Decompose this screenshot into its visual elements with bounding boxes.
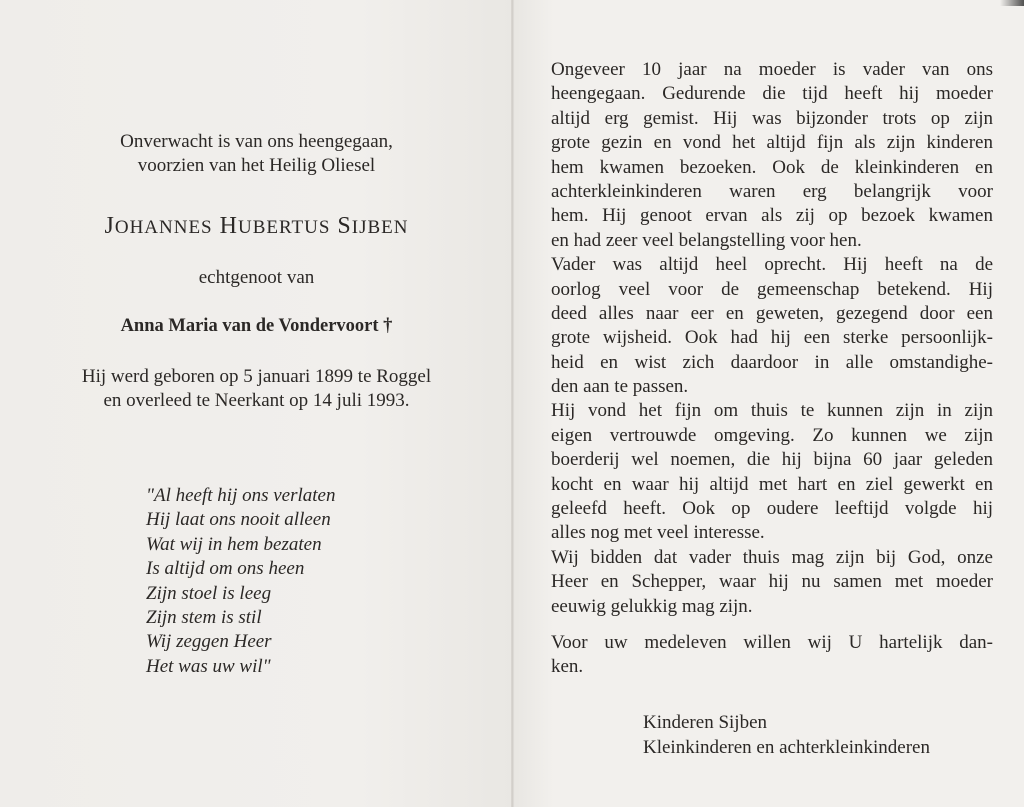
text-line: den aan te passen. [551,376,689,398]
paragraph-4 [551,546,993,619]
poem-line: Zijn stoel is leeg [146,582,272,604]
name-rest: IJBEN [351,217,409,238]
name-initial: H [219,213,238,239]
text-line: geleefd heeft. Ook op oudere leeftijd volgde hij [551,498,993,520]
text-line: achterkleinkinderen waren erg belangrijk voor [551,180,993,202]
signature-block [643,710,930,760]
text-line: alles nog met veel interesse. [551,522,765,544]
poem-line: Wij zeggen Heer [146,631,272,653]
intro-line: Onverwacht is van ons heengegaan, [120,131,393,152]
text-line: ken. [551,656,584,678]
poem-line: Wat wij in hem bezaten [146,533,322,555]
birth-death-text [0,365,513,413]
corner-shadow [1000,0,1024,6]
text-line: Heer en Schepper, waar hij nu samen met moeder [551,571,993,593]
spouse-label: echtgenoot van [198,267,315,288]
thanks-paragraph [551,631,993,680]
paragraph-3 [551,399,993,545]
intro-text [0,130,513,178]
death-line: en overleed te Neerkant op 14 juli 1993. [103,390,410,411]
text-line: Ongeveer 10 jaar na moeder is vader van ons [551,59,993,80]
signature-line: Kinderen Sijben [643,712,768,733]
text-line: heid en wist zich daardoor in alle omstandighe- [551,351,993,373]
text-line: hem. Hij genoot ervan als zij op bezoek kwamen [551,205,993,227]
memorial-poem [146,484,336,679]
poem-line: Zijn stem is stil [146,607,262,629]
name-initial: S [337,213,352,239]
text-line: heengegaan. Gedurende die tijd heeft hij moeder [551,83,993,105]
poem-line: "Al heeft hij ons verlaten [146,485,336,506]
name-initial: J [104,213,115,239]
text-line: deed alles naar eer en geweten, gezegend door een [551,302,993,324]
text-line: grote gezin en vond het altijd fijn als zijn kinderen [551,132,993,154]
paragraph-gap [551,619,993,631]
paragraph-2 [551,253,993,399]
text-line: eigen vertrouwde omgeving. Zo kunnen we zijn [551,424,993,446]
poem-line: Hij laat ons nooit alleen [146,509,331,531]
text-line: oorlog veel voor de gemeenschap betekend. Hij [551,278,993,300]
signature-line: Kleinkinderen en achterkleinkinderen [643,737,930,758]
name-rest: UBERTUS [237,217,331,238]
spouse-name: Anna Maria van de Vondervoort † [120,316,393,336]
intro-line: voorzien van het Heilig Oliesel [137,155,376,176]
text-line: en had zeer veel belangstelling voor hen. [551,229,862,251]
deceased-name [0,214,513,240]
birth-line: Hij werd geboren op 5 januari 1899 te Roggel [81,366,432,387]
paragraph-1 [551,58,993,253]
poem-line: Het was uw wil" [146,655,271,677]
text-line: eeuwig gelukkig mag zijn. [551,595,753,617]
text-line: kocht en waar hij altijd met hart en ziel gewerkt en [551,473,993,495]
poem-line: Is altijd om ons heen [146,558,305,580]
text-line: Hij vond het fijn om thuis te kunnen zijn in zijn [551,400,993,422]
text-line: Wij bidden dat vader thuis mag zijn bij God, onze [551,546,993,568]
text-line: boerderij wel noemen, die hij bijna 60 jaar geleden [551,449,993,471]
text-line: grote wijsheid. Ook had hij een sterke persoonlijk- [551,327,993,349]
text-line: altijd erg gemist. Hij was bijzonder trots op zijn [551,107,993,129]
name-rest: OHANNES [114,217,213,238]
text-line: Voor uw medeleven willen wij U hartelijk dan- [551,631,993,653]
text-line: Vader was altijd heel oprecht. Hij heeft na de [551,254,993,276]
text-line: hem kwamen bezoeken. Ook de kleinkinderen en [551,156,993,178]
biography-text [551,58,993,680]
